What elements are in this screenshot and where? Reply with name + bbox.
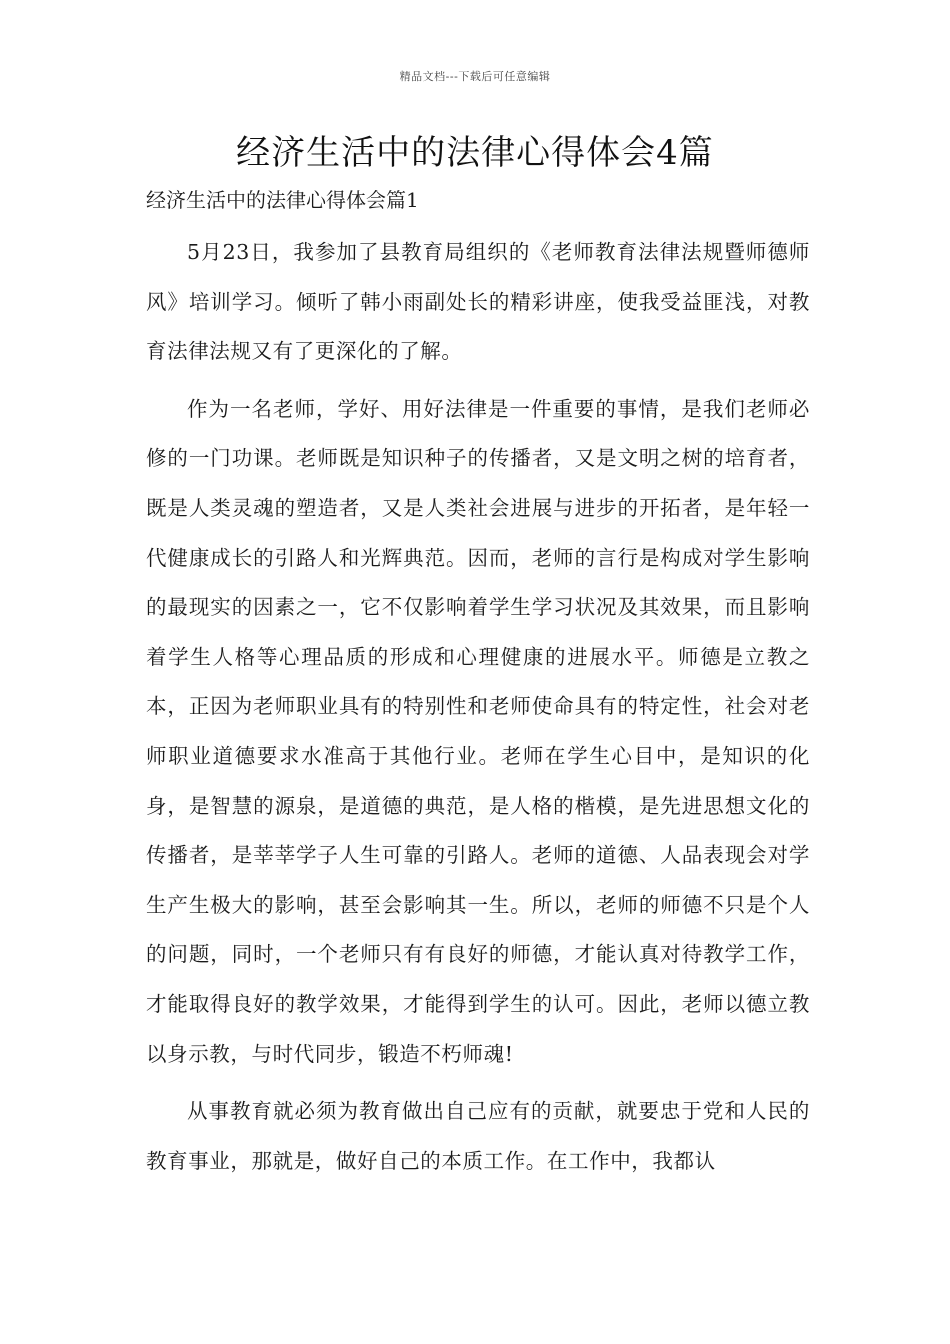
- paragraph-2: 作为一名老师，学好、用好法律是一件重要的事情，是我们老师必修的一门功课。老师既是知识种子的传播者，又是文明之树的培育者，既是人类灵魂的塑造者，又是人类社会进展与进步的开拓者，是年轻一代健康成长的引路人和光辉典范。因而，老师的言行是构成对学生影响的最现实的因素之一，它不仅影响着学生学习状况及其效果，而且影响着学生人格等心理品质的形成和心理健康的进展水平。师德是立教之本，正因为老师职业具有的特别性和老师使命具有的特定性，社会对老师职业道德要求水准高于其他行业。老师在学生心目中，是知识的化身，是智慧的源泉，是道德的典范，是人格的楷模，是先进思想文化的传播者，是莘莘学子人生可靠的引路人。老师的道德、人品表现会对学生产生极大的影响，甚至会影响其一生。所以，老师的师德不只是个人的问题，同时，一个老师只有有良好的师德，才能认真对待教学工作，才能取得良好的教学效果，才能得到学生的认可。因此，老师以德立教以身示教，与时代同步，锻造不朽师魂!: [146, 396, 810, 1066]
- body-text: [146, 228, 810, 1194]
- paragraph-1: 5月23日，我参加了县教育局组织的《老师教育法律法规暨师德师风》培训学习。倾听了韩小雨副处长的精彩讲座，使我受益匪浅，对教育法律法规又有了更深化的了解。: [146, 240, 810, 364]
- section-heading: 经济生活中的法律心得体会篇1: [146, 188, 419, 212]
- header-note: 精品文档---下载后可任意编辑: [399, 70, 551, 83]
- document-title: 经济生活中的法律心得体会4篇: [236, 133, 714, 173]
- paragraph-3: 从事教育就必须为教育做出自己应有的贡献，就要忠于党和人民的教育事业，那就是，做好自己的本质工作。在工作中，我都认: [146, 1099, 810, 1173]
